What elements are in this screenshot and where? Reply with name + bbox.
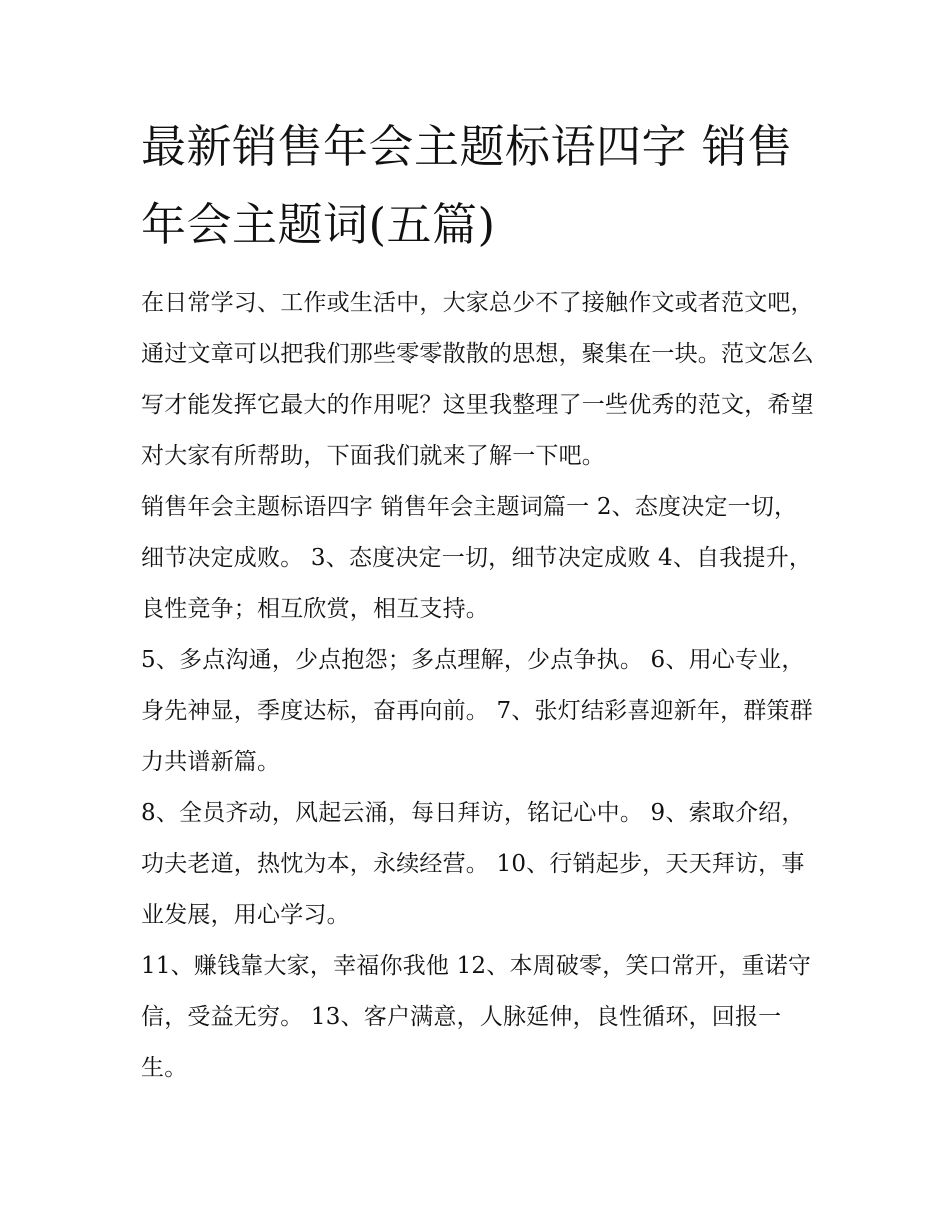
paragraph-part-3: 8、全员齐动，风起云涌，每日拜访，铭记心中。 9、索取介绍，功夫老道，热忱为本，永续经营。 10、行销起步，天天拜访，事业发展，用心学习。 bbox=[141, 800, 805, 928]
paragraph-part-1: 销售年会主题标语四字 销售年会主题词篇一 2、态度决定一切，细节决定成败。 3、态度决定一切，细节决定成败 4、自我提升，良性竞争；相互欣赏，相互支持。 bbox=[141, 494, 813, 622]
paragraph-intro: 在日常学习、工作或生活中，大家总少不了接触作文或者范文吧，通过文章可以把我们那些零零散散的思想，聚集在一块。范文怎么写才能发挥它最大的作用呢？这里我整理了一些优秀的范文，希望对大家有所帮助，下面我们就来了解一下吧。 bbox=[141, 290, 814, 469]
paragraph-part-2: 5、多点沟通，少点抱怨；多点理解，少点争执。 6、用心专业，身先神显，季度达标，奋再向前。 7、张灯结彩喜迎新年，群策群力共谱新篇。 bbox=[141, 647, 813, 775]
paragraph-part-4: 11、赚钱靠大家，幸福你我他 12、本周破零，笑口常开，重诺守信，受益无穷。 13、客户满意，人脉延伸，良性循环，回报一生。 bbox=[141, 953, 812, 1081]
document-title: 最新销售年会主题标语四字 销售年会主题词(五篇) bbox=[141, 120, 793, 251]
